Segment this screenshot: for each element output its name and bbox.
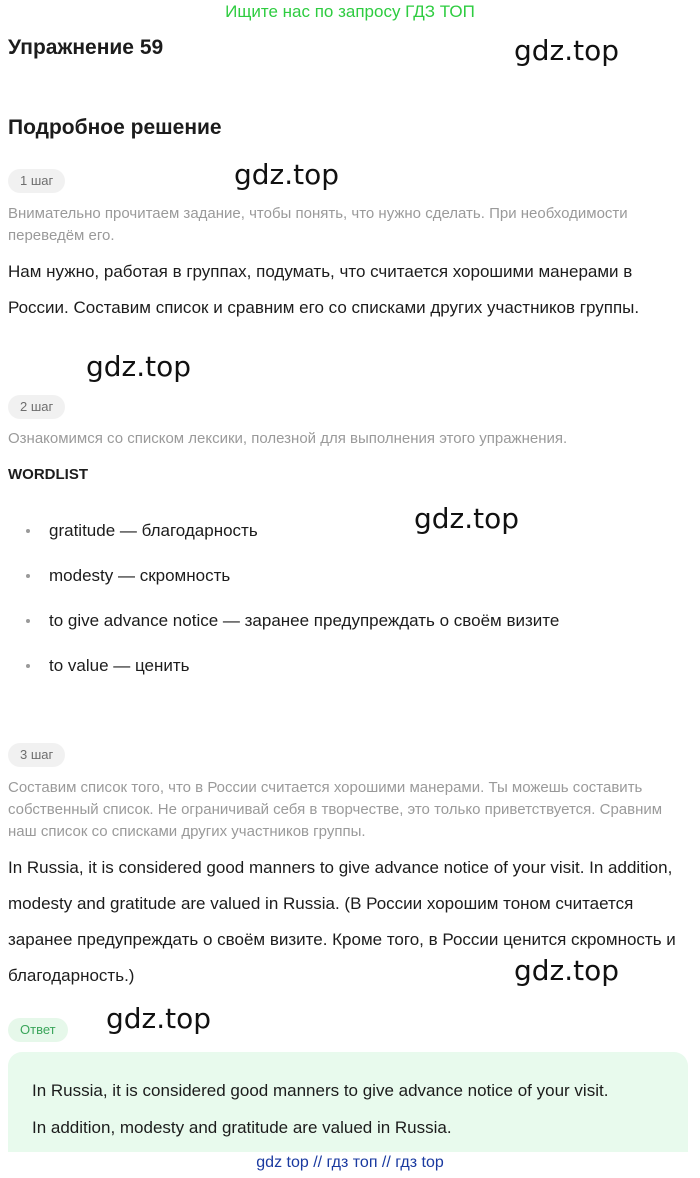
bullet-icon bbox=[26, 529, 30, 533]
list-item bbox=[8, 508, 692, 553]
list-item bbox=[8, 553, 692, 598]
step-3-hint: Составим список того, что в России считается хорошими манерами. Ты можешь составить собственный список. Не ограничивай себя в творчестве, это только приветствуется. Сравним наш список со списками других участников группы. bbox=[8, 779, 663, 840]
watermark: gdz.top bbox=[514, 34, 620, 67]
answer-box bbox=[8, 1052, 688, 1152]
word-entry: to value — ценить bbox=[49, 656, 190, 675]
footer-links[interactable]: gdz top // гдз топ // гдз top bbox=[0, 1152, 700, 1178]
list-item bbox=[8, 643, 692, 688]
bullet-icon bbox=[26, 664, 30, 668]
watermark: gdz.top bbox=[414, 502, 520, 535]
answer-line: In addition, modesty and gratitude are valued in Russia. bbox=[32, 1118, 452, 1137]
search-banner: Ищите нас по запросу ГДЗ ТОП bbox=[225, 2, 475, 21]
step-1-text: Нам нужно, работая в группах, подумать, что считается хорошими манерами в России. Составим список и сравним его со списками других участников группы. bbox=[8, 262, 640, 317]
step-2-hint: Ознакомимся со списком лексики, полезной для выполнения этого упражнения. bbox=[8, 430, 568, 447]
word-entry: modesty — скромность bbox=[49, 566, 231, 585]
watermark: gdz.top bbox=[234, 158, 340, 191]
watermark: gdz.top bbox=[514, 954, 620, 987]
step-3-text: In Russia, it is considered good manners to give advance notice of your visit. In addition, modesty and gratitude are valued in Russia. (В России хорошим тоном считается заранее предупреждать о своём визите. Кроме того, в России ценится скромность и благодарность.) bbox=[8, 858, 676, 985]
wordlist bbox=[8, 508, 692, 688]
section-title: Подробное решение bbox=[8, 116, 222, 139]
watermark: gdz.top bbox=[106, 1002, 212, 1035]
bullet-icon bbox=[26, 574, 30, 578]
list-item bbox=[8, 598, 692, 643]
step-3-badge: 3 шаг bbox=[8, 743, 65, 767]
step-2-badge: 2 шаг bbox=[8, 395, 65, 419]
step-1-hint: Внимательно прочитаем задание, чтобы понять, что нужно сделать. При необходимости переведём его. bbox=[8, 205, 628, 244]
word-entry: to give advance notice — заранее предупреждать о своём визите bbox=[49, 611, 560, 630]
bullet-icon bbox=[26, 619, 30, 623]
watermark: gdz.top bbox=[86, 350, 192, 383]
wordlist-title: WORDLIST bbox=[8, 466, 88, 483]
answer-line: In Russia, it is considered good manners to give advance notice of your visit. bbox=[32, 1081, 609, 1100]
answer-badge: Ответ bbox=[8, 1018, 68, 1042]
word-entry: gratitude — благодарность bbox=[49, 521, 258, 540]
step-1-badge: 1 шаг bbox=[8, 169, 65, 193]
exercise-title: Упражнение 59 bbox=[8, 36, 164, 59]
